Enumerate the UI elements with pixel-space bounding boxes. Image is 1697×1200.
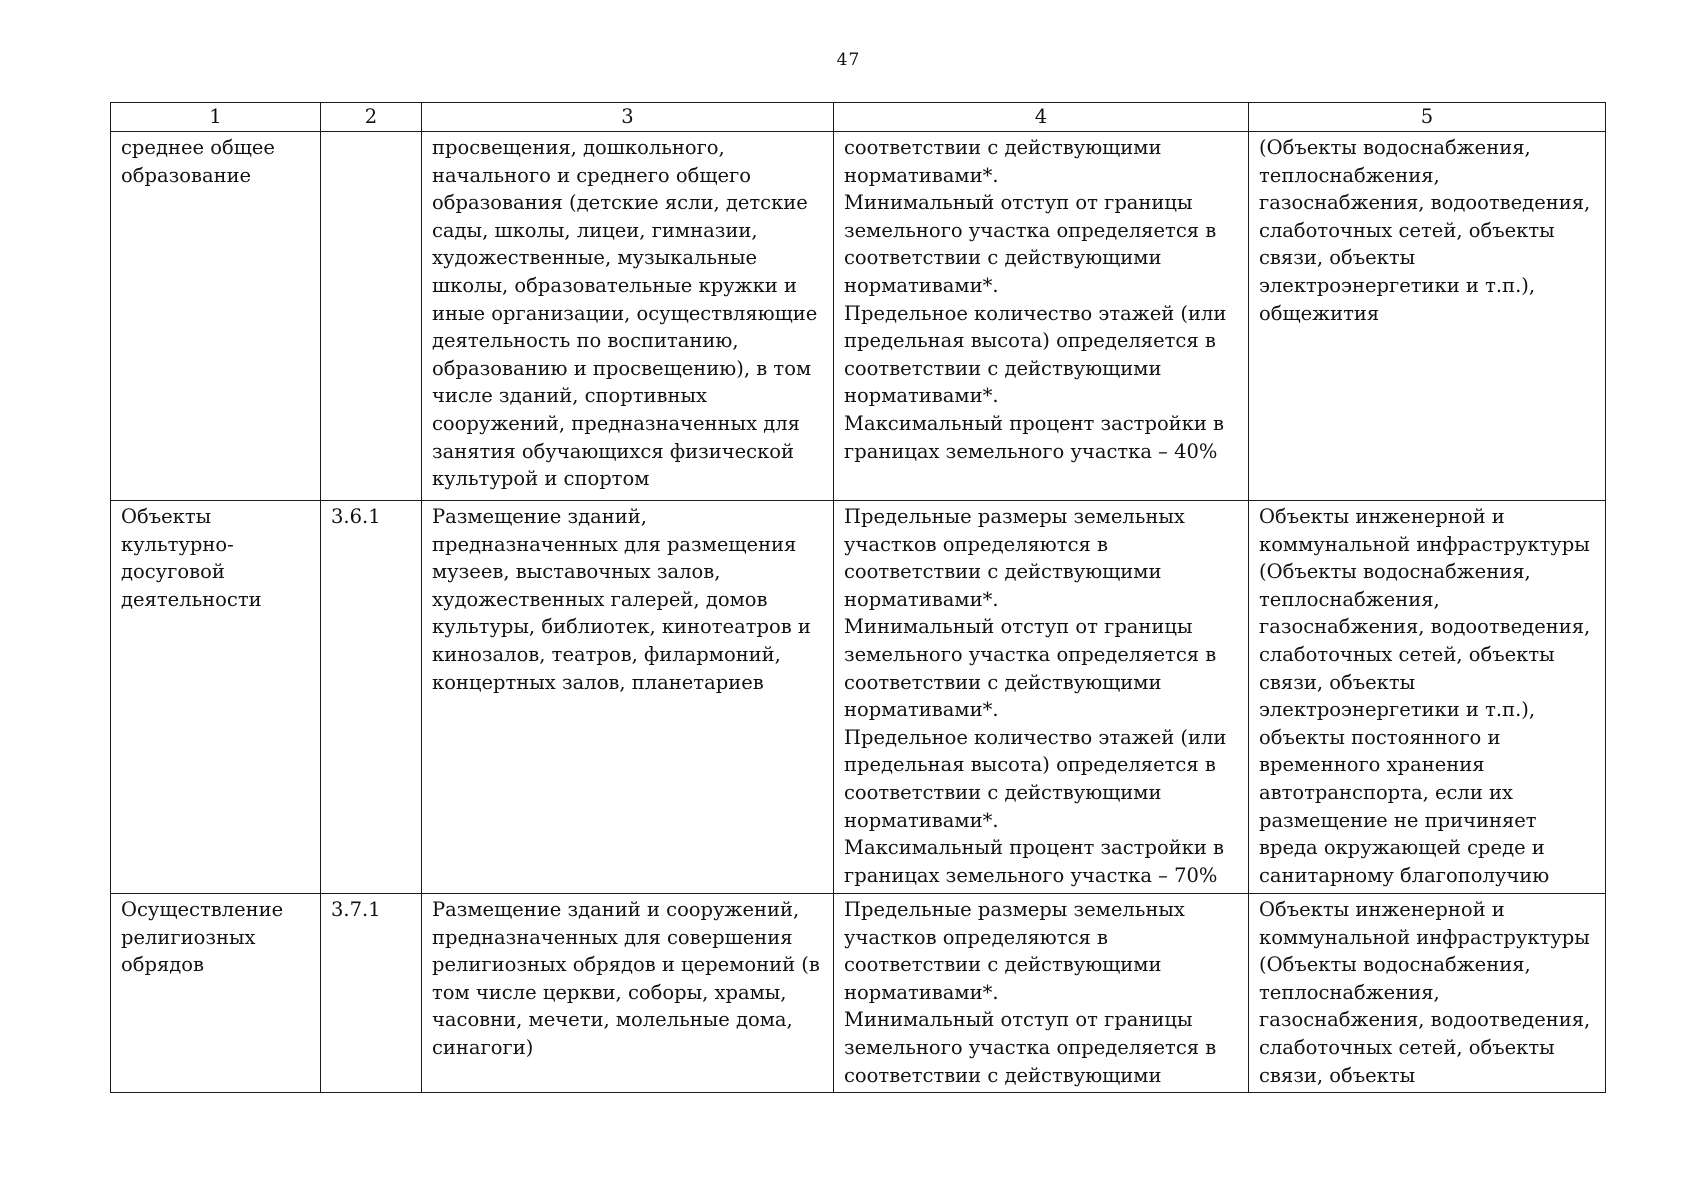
parameter-line: Максимальный процент застройки в границах земельного участка – 70% — [844, 836, 1225, 887]
parameter-line: Предельное количество этажей (или предельная высота) определяется в соответствии с действующими нормативами*. — [844, 725, 1227, 832]
parameter-line: Предельные размеры земельных участков определяются в соответствии с действующими нормативами*. — [844, 505, 1185, 611]
auxiliary-use-cell: (Объекты водоснабжения, теплоснабжения, газоснабжения, водоотведения, слаботочных сетей, объекты связи, объекты электроэнергетики и т.п.), общежития — [1249, 132, 1606, 501]
land-use-type-cell: Объекты культурно-досуговой деятельности — [111, 501, 321, 894]
table-row — [111, 132, 1606, 501]
code-cell — [321, 132, 422, 501]
column-header-1: 1 — [111, 103, 321, 132]
parameters-cell — [834, 501, 1249, 894]
table-row — [111, 894, 1606, 1093]
column-header-5: 5 — [1249, 103, 1606, 132]
zoning-table — [110, 102, 1606, 1093]
parameters-cell — [834, 894, 1249, 1093]
parameter-line: Предельные размеры земельных участков определяются в соответствии с действующими нормативами*. — [844, 898, 1185, 1004]
land-use-type-cell: Осуществление религиозных обрядов — [111, 894, 321, 1093]
table-row — [111, 501, 1606, 894]
page-number: 47 — [836, 50, 861, 70]
land-use-type-cell: среднее общее образование — [111, 132, 321, 501]
parameter-line: Максимальный процент застройки в границах земельного участка – 40% — [844, 411, 1225, 463]
auxiliary-use-text: Объекты инженерной и коммунальной инфраструктуры (Объекты водоснабжения, теплоснабжения, газоснабжения, водоотведения, слаботочных сетей, объекты связи, объекты — [1259, 898, 1591, 1087]
parameter-line: Минимальный отступ от границы земельного участка определяется в соответствии с действующими нормативами*. — [844, 615, 1217, 722]
column-header-4: 4 — [834, 103, 1249, 132]
header-row — [111, 103, 1606, 132]
parameter-line: Минимальный отступ от границы земельного участка определяется в соответствии с действующими — [844, 1008, 1217, 1087]
column-header-2: 2 — [321, 103, 422, 132]
description-cell: просвещения, дошкольного, начального и среднего общего образования (детские ясли, детские сады, школы, лицеи, гимназии, художественные, музыкальные школы, образовательные кружки и иные организации, осуществляющие деятельность по воспитанию, образованию и просвещению), в том числе зданий, спортивных сооружений, предназначенных для занятия обучающихся физической культурой и спортом — [422, 132, 834, 501]
description-cell: Размещение зданий, предназначенных для размещения музеев, выставочных залов, художественных галерей, домов культуры, библиотек, кинотеатров и кинозалов, театров, филармоний, концертных залов, планетариев — [422, 501, 834, 894]
code-cell: 3.7.1 — [321, 894, 422, 1093]
parameters-cell — [834, 132, 1249, 501]
column-header-3: 3 — [422, 103, 834, 132]
auxiliary-use-cell: Объекты инженерной и коммунальной инфраструктуры (Объекты водоснабжения, теплоснабжения, газоснабжения, водоотведения, слаботочных сетей, объекты связи, объекты электроэнергетики и т.п.), объекты постоянного и временного хранения автотранспорта, если их размещение не причиняет вреда окружающей среде и санитарному благополучию — [1249, 501, 1606, 894]
parameter-line: Предельное количество этажей (или предельная высота) определяется в соответствии с действующими нормативами*. — [844, 301, 1227, 408]
parameter-line: соответствии с действующими нормативами*. — [844, 136, 1162, 187]
parameter-line: Минимальный отступ от границы земельного участка определяется в соответствии с действующими нормативами*. — [844, 191, 1217, 297]
description-cell: Размещение зданий и сооружений, предназначенных для совершения религиозных обрядов и церемоний (в том числе церкви, соборы, храмы, часовни, мечети, молельные дома, синагоги) — [422, 894, 834, 1093]
auxiliary-use-cell — [1249, 894, 1606, 1093]
code-cell: 3.6.1 — [321, 501, 422, 894]
